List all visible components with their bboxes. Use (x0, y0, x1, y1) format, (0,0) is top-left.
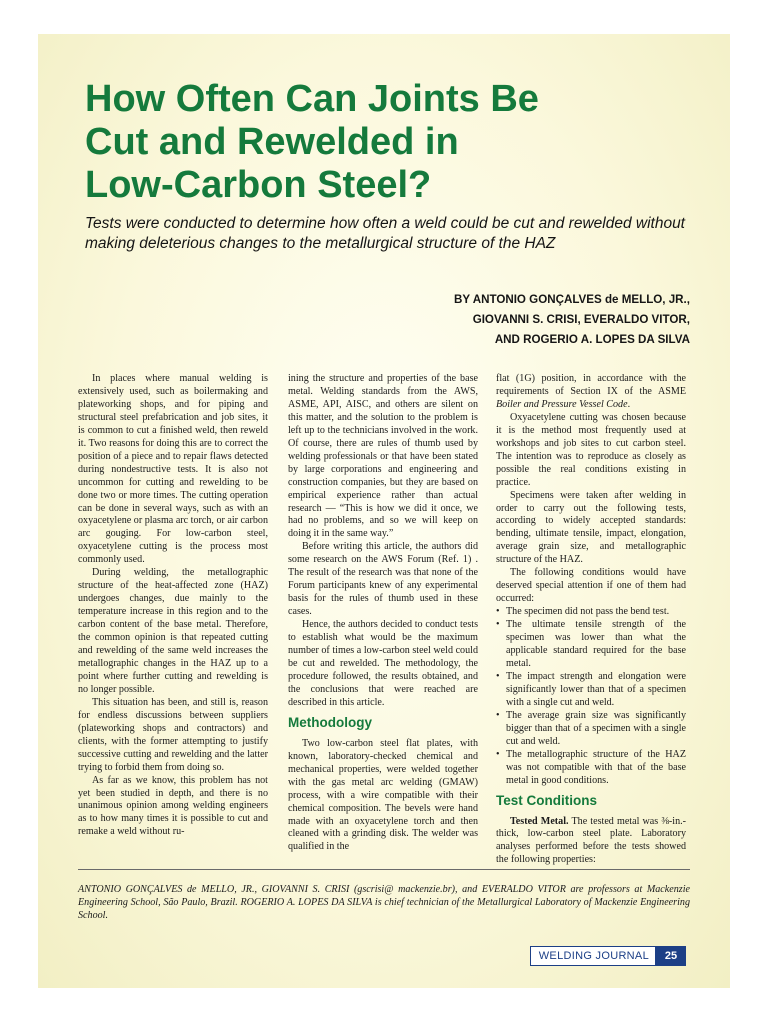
list-item (496, 606, 686, 619)
list-item (496, 671, 686, 710)
body-paragraph: The following conditions would have deserved special attention if one of them had occurred: (496, 567, 686, 605)
article-deck: Tests were conducted to determine how often a weld could be cut and rewelded without making deleterious changes to the metallurgical structure of the HAZ (85, 215, 685, 252)
byline-line: GIOVANNI S. CRISI, EVERALDO VITOR, (472, 313, 690, 326)
list-item-text: The average grain size was significantly bigger than that of a specimen with a single cut and weld. (506, 709, 686, 747)
list-item-text: The metallographic structure of the HAZ was not compatible with that of the base metal in good conditions. (506, 748, 686, 786)
body-paragraph: Specimens were taken after welding in order to carry out the following tests, according to widely accepted standards: bending, ultimate tensile, impact, elongation, average grain size, and metallographic structure of the HAZ. (496, 489, 686, 566)
body-paragraph: ining the structure and properties of the base metal. Welding standards from the AWS, ASME, API, AISC, and others are silent on this matter, and the solution to the problem is left up to the technicians involved in the work. Of course, there are rules of thumb used by welding professionals or that have been stated by large corporations and engineering and construction companies, but they are based on empirical experience rather than actual research — “This is how we did it once, we had no problems, and so we will keep on doing it in the same way.” (288, 373, 478, 540)
bullet-glyph: • (496, 670, 500, 682)
run-in-heading: Tested Metal. (510, 815, 569, 827)
body-paragraph: As far as we know, this problem has not yet been studied in depth, and there is no unanimous opinion among welding engineers as to how many times it is possible to cut and remake a weld without ru- (78, 774, 268, 838)
list-item (496, 749, 686, 788)
author-footnote: ANTONIO GONÇALVES de MELLO, JR., GIOVANNI S. CRISI (gscrisi@ mackenzie.br), and EVERALDO VITOR are professors at Mackenzie Engineering School, São Paulo, Brazil. ROGERIO A. LOPES DA SILVA is chief technician of the Metallurgical Laboratory of Mackenzie Engineering School. (78, 884, 690, 921)
author-byline (454, 290, 690, 350)
section-heading-test-conditions: Test Conditions (496, 792, 597, 808)
list-item-text: The ultimate tensile strength of the specimen was lower than what the applicable standard required for the base metal. (506, 619, 686, 669)
text-run: flat (1G) position, in accordance with the requirements of Section IX of the ASME (496, 373, 686, 397)
article-page (38, 34, 730, 988)
list-item (496, 619, 686, 671)
byline-line: BY ANTONIO GONÇALVES de MELLO, JR., (454, 293, 690, 306)
byline-line: AND ROGERIO A. LOPES DA SILVA (494, 333, 690, 346)
body-paragraph: In places where manual welding is extensively used, such as boilermaking and plateworking shops, and for piping and structural steel prefabrication and job sites, it is common to cut a finished weld, then reweld it. Two reasons for doing this are to correct the position of a piece and to repair flaws detected during nondestructive tests. It is also not uncommon for cutting and rewelding to be done two or more times. The cutting operation can be done in several ways, such as with an oxyacetylene or plasma arc torch, or air carbon arc gouging. For low-carbon steel, oxyacetylene cutting is the process most commonly used. (78, 373, 269, 566)
footnote-divider (78, 869, 690, 870)
article-title (85, 78, 685, 207)
text-column-1 (78, 373, 268, 839)
bullet-glyph: • (496, 709, 500, 721)
body-paragraph (496, 816, 686, 868)
text-column-3 (496, 373, 686, 867)
body-paragraph (496, 373, 686, 412)
journal-name: WELDING JOURNAL (538, 950, 649, 962)
text-column-2 (288, 373, 478, 854)
body-paragraph: Two low-carbon steel flat plates, with known, laboratory-checked chemical and mechanical properties, were welded together with the gas metal arc welding (GMAW) process, with a wire compatible with their chemical composition. The bevels were hand made with an oxyacetylene torch and then cleaned with a grinding disk. The welder was qualified in the (288, 737, 478, 853)
text-run: . (627, 398, 631, 410)
bullet-glyph: • (496, 748, 500, 760)
title-line: Cut and Rewelded in (85, 121, 459, 163)
page-number: 25 (656, 946, 686, 966)
title-line: Low-Carbon Steel? (85, 164, 432, 206)
body-paragraph: Hence, the authors decided to conduct tests to establish what would be the maximum number of times a low-carbon steel weld could be cut and rewelded. The methodology, the procedure followed, the results obtained, and the conclusions that were reached are described in this article. (288, 619, 478, 708)
journal-name-box (530, 946, 656, 966)
title-line: How Often Can Joints Be (85, 78, 539, 120)
body-paragraph: Oxyacetylene cutting was chosen because it is the method most frequently used at workshops and job sites to cut carbon steel. The intention was to reproduce as closely as possible the real conditions existing in practice. (496, 411, 686, 488)
list-item-text: The specimen did not pass the bend test. (506, 606, 670, 618)
body-paragraph: During welding, the metallographic structure of the heat-affected zone (HAZ) undergoes changes, due mainly to the temperature increase in this region and to the carbon content of the base metal. Therefore, the common opinion is that repeated cutting and rewelding of the same weld increases the metallographic changes in the HAZ up to a point where further cutting and rewelding is no longer possible. (78, 567, 268, 695)
bullet-glyph: • (496, 619, 500, 631)
conditions-list (496, 606, 686, 787)
list-item-text: The impact strength and elongation were significantly lower than that of a specimen with a single cut and weld. (506, 670, 686, 708)
bullet-glyph: • (496, 606, 500, 618)
body-paragraph: This situation has been, and still is, reason for endless discussions between suppliers (plateworking shops and contractors) and clients, with the former attempting to justify successive cutting and rewelding and the latter trying to forbid them from doing so. (78, 696, 268, 773)
text-run: The tested metal was ⅜-in.-thick, low-carbon steel plate. Laboratory analyses performed before the tests showed the following properties: (496, 815, 686, 866)
body-paragraph: Before writing this article, the authors did some research on the AWS Forum (Ref. 1) . The result of the research was that none of the Forum participants knew of any experimental basis for the rules of thumb used in these cases. (288, 541, 478, 618)
section-heading-methodology: Methodology (288, 714, 372, 730)
list-item (496, 710, 686, 749)
code-title: Boiler and Pressure Vessel Code (496, 398, 628, 410)
